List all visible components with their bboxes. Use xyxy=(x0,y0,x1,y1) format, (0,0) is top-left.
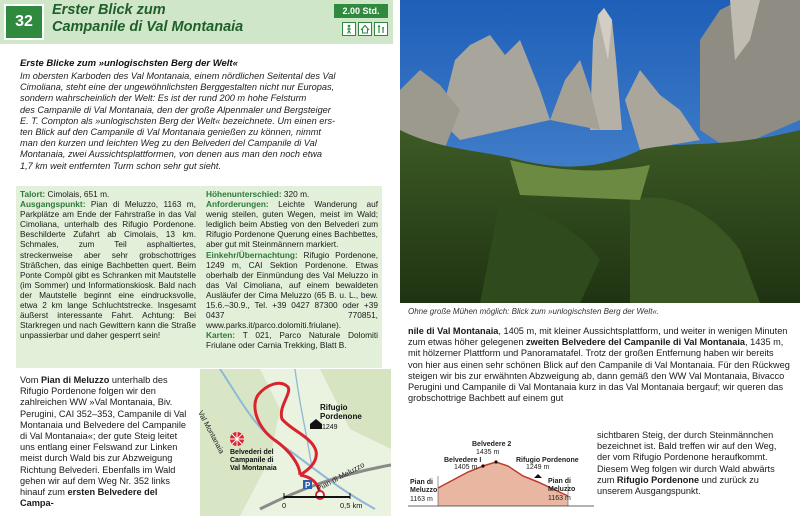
campanile-photo xyxy=(400,0,800,303)
tour-title xyxy=(52,2,312,36)
info-hoehenunterschied: Höhenunterschied: 320 m. xyxy=(206,189,310,199)
tour-number-badge: 32 xyxy=(4,4,44,40)
intro-text: Im obersten Karboden des Val Montanaia, einem nördlichen Seitental des Val Cimoliana, steht eine der ungewöhnlichsten Berggestalten nicht nur Europas, sondern wahrscheinlich der Welt: Es ist der rund 200 m hohe Felsturm des Campanile di Val Montanaia, den der große Alpenmaler und Bergsteiger E. T. Compton als »unlogischsten Berg der Welt« bezeichnete. Um einen ers- ten Blick auf den Campanile di Val Montanaia genießen zu können, nimmt man den kurzen und leichten Weg zu den Belvederi del Campanile di Val Montanaia, zwei Aussichtsplattformen, von denen aus man den noch etwa 1,7 km weit entfernten Turm schon sehr gut sieht. xyxy=(20,71,336,171)
route-description: Vom Pian di Meluzzo unterhalb des Rifugio Pordenone folgen wir den zahlreichen WW »Val Montanaia, Biv. Perugini, CAI 352–353, Campanile di Val Montanaia und Belvedere del Campanile di Val Montanaia«; der gute Steig leitet uns entlang einer Felswand zur Linken meist durch Wald bis zur Abzweigung Richtung Belvederi. Ebenfalls im Wald gehen wir auf dem Weg Nr. 352 links hinauf zum ersten Belvedere del Campa- xyxy=(20,375,187,509)
route-description-continued: nile di Val Montanaia, 1405 m, mit kleiner Aussichtsplattform, und weiter in wenigen Minuten zum etwas höher gelegenen zweiten Belvedere del Campanile di Val Montanaia, 1435 m, mit hölzerner Plattform und Panoramatafel. Trotz der großen Entfernung haben wir bereits von hier aus einen sehr schönen Blick auf den Campanile di Val Montanaia. Für den Rückweg steigen wir bis zur erwähnten Abzweigung ab, dann gemäß den WW Val Montanaia, Bivacco Perugini und Campanile di Val Montanaia kurz in das Val Montanaia bergauf; wir queren das grobschottrige Bachbett auf einem gut xyxy=(408,326,790,404)
info-einkehr: Einkehr/Übernachtung: Rifugio Pordenone, 1249 m, CAI Sektion Pordenone. Etwas oberhalb der Einmündung des Val Meluzzo in das Val Cimoliana, auf einem bewaldeten Ausläufer der Cima Meluzzo (65 B. u. L., bew. 15.6.–30.9., Tel. +39 0427 87300 oder +39 0437 770851, www.parks.it/parco.dolomiti.friulane). xyxy=(206,249,378,331)
duration-badge: 2.00 Std. xyxy=(334,4,388,18)
map-scale-start: 0 xyxy=(282,501,287,510)
route-description-end: sichtbaren Steig, der durch Steinmännchen bezeichnet ist. Bald treffen wir auf den Weg, der vom Rifugio Pordenone heraufkommt. Diesem Weg folgen wir durch Wald abwärts zum Rifugio Pordenone und zurück zu unserem Ausgangspunkt. xyxy=(597,430,777,497)
route-map xyxy=(196,369,391,516)
map-label-valley: Val Montanaia xyxy=(196,409,227,456)
info-anforderungen: Anforderungen: Leichte Wanderung auf wenig steilen, guten Wegen, meist im Wald; lediglich beim Abstieg von den Belvederi zum Rifugio Pordenone Querung eines Bachbettes, aber gut mit Steinmännern markiert. xyxy=(206,199,378,250)
tour-title-line-2: Campanile di Val Montanaia xyxy=(52,19,244,35)
svg-text:1163 m: 1163 m xyxy=(410,496,433,503)
svg-text:1435 m: 1435 m xyxy=(476,449,500,456)
info-column-right xyxy=(206,189,378,351)
svg-text:Belvedere 2: Belvedere 2 xyxy=(472,441,512,448)
hut-icon xyxy=(358,22,372,36)
info-karten: Karten: T 021, Parco Naturale Dolomiti Friulane oder Carnia Trekking, Blatt B. xyxy=(206,330,378,351)
subtitle: Erste Blicke zum »unlogischsten Berg der Welt« xyxy=(20,58,238,69)
svg-text:Belvedere I: Belvedere I xyxy=(444,457,482,464)
elevation-profile xyxy=(408,436,594,516)
map-label-hut-elevation: 1249 xyxy=(322,424,338,431)
info-ausgangspunkt: Ausgangspunkt: Pian di Meluzzo, 1163 m, Parkplätze am Ende der Fahrstraße in das Val Cimoliana, unterhalb des Rifugio Pordenone. Beschilderte Zufahrt ab Cimolais, 13 km. Schmales, zum Teil asphaltiertes, streckenweise aber sehr grobschottriges Sträßchen, das einige Bachbetten quert. Beim Ponte Compòl gibt es Schranken mit Mautstelle (im Sommer) und Informationskiosk. Bald nach der Mautstelle beginnt eine eindrucksvolle, etwa 2 km lange Schluchtstrecke. Insgesamt äußerst interessante Fahrt. Achtung: Bei Starkregen und nach Gewittern kann die Straße unpassierbar und daher gesperrt sein! xyxy=(20,199,196,341)
map-label-pian: Pian di Meluzzo xyxy=(315,460,366,493)
svg-text:Meluzzo: Meluzzo xyxy=(548,486,576,493)
svg-text:Pian di: Pian di xyxy=(410,479,433,486)
photo-caption: Ohne große Mühen möglich: Blick zum »unlogischsten Berg der Welt«. xyxy=(408,307,660,316)
map-label-belvederi: Belvederi del Campanile di Val Montanaia xyxy=(230,449,277,472)
svg-text:1163 m: 1163 m xyxy=(548,495,571,502)
hiker-icon xyxy=(342,22,356,36)
info-talort: Talort: Cimolais, 651 m. xyxy=(20,189,110,199)
tour-title-line-1: Erster Blick zum xyxy=(52,2,166,18)
svg-text:1405 m: 1405 m xyxy=(454,464,478,471)
map-scale-end: 0,5 km xyxy=(340,501,363,510)
map-label-hut: Rifugio Pordenone xyxy=(320,403,362,421)
svg-text:Rifugio Pordenone: Rifugio Pordenone xyxy=(516,457,579,464)
family-icon xyxy=(374,22,388,36)
svg-text:P: P xyxy=(305,481,311,490)
svg-text:Meluzzo: Meluzzo xyxy=(410,487,438,494)
info-column-left xyxy=(20,189,196,340)
svg-text:Pian di: Pian di xyxy=(548,478,571,485)
svg-text:1249 m: 1249 m xyxy=(526,464,550,471)
